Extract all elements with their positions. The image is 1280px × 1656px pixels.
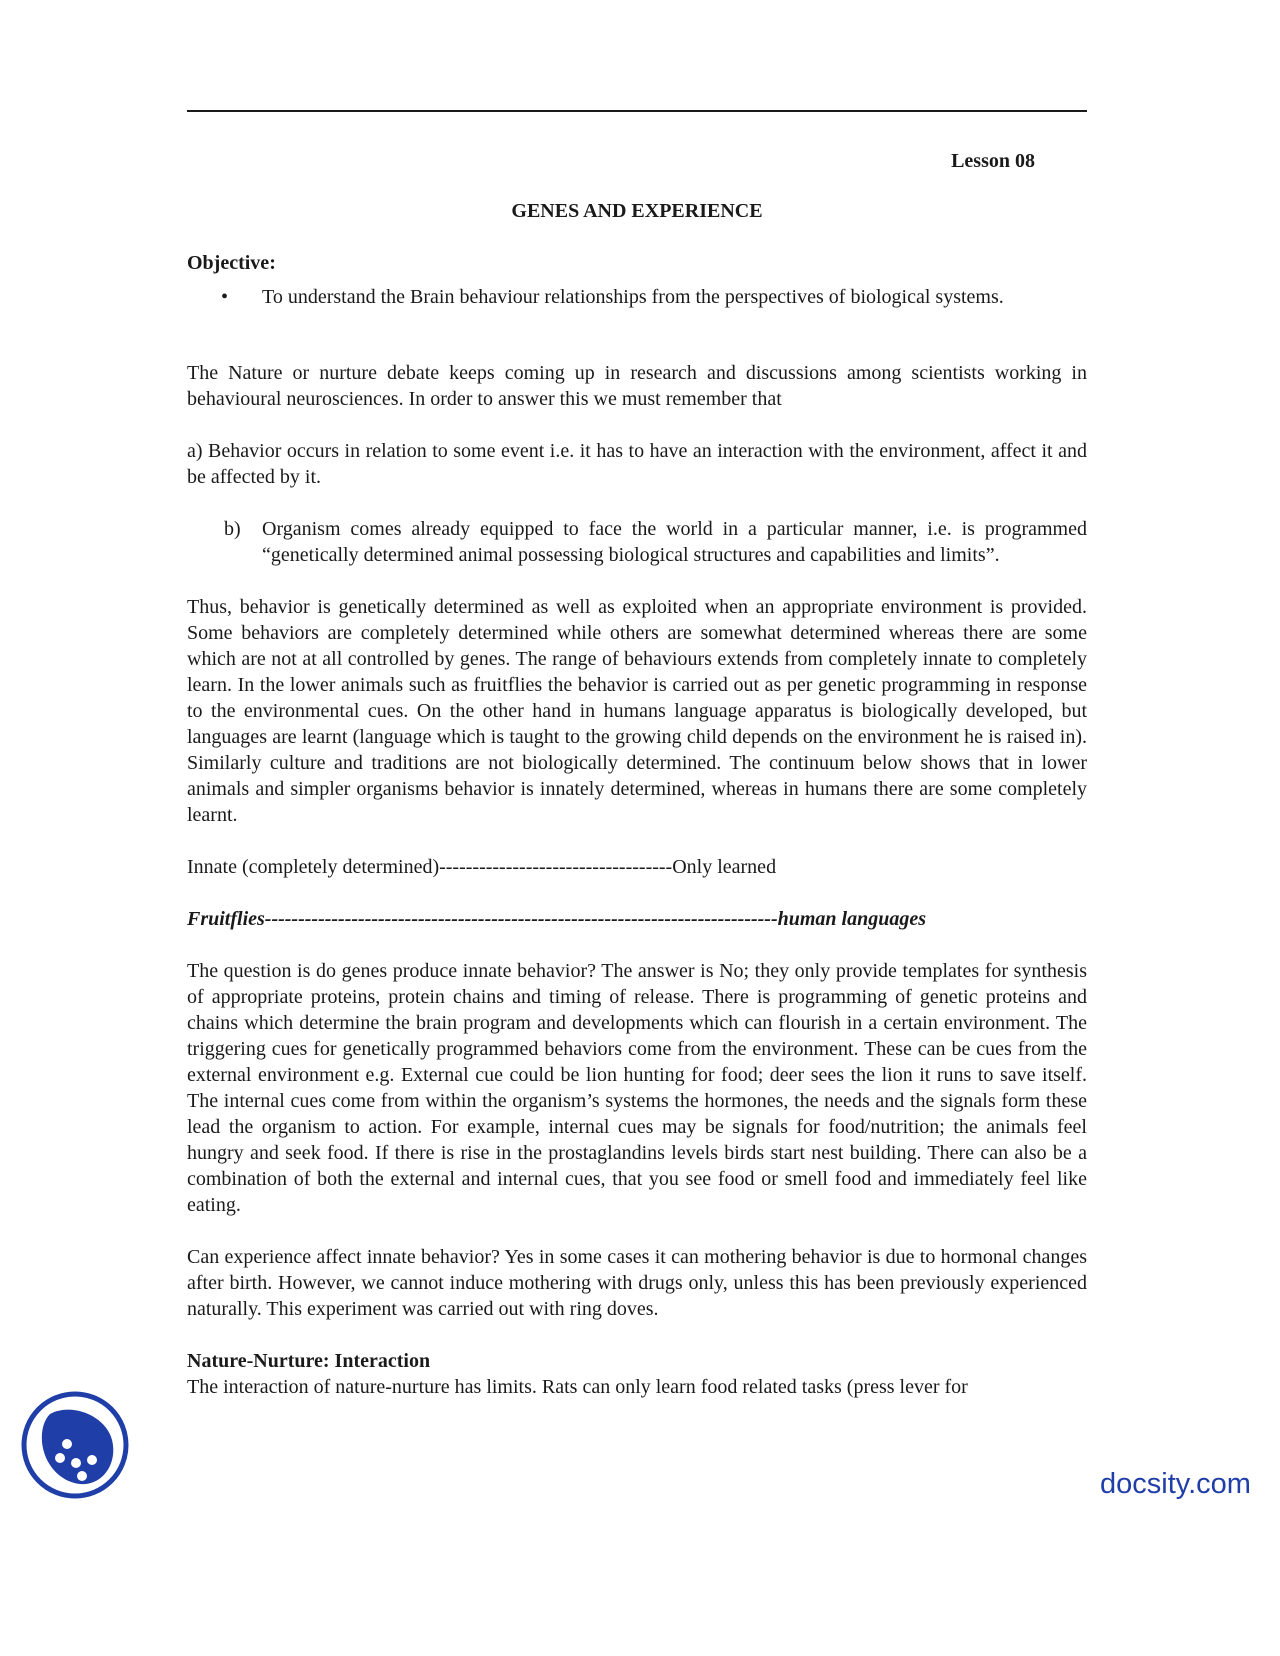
point-b-label: b) bbox=[224, 518, 241, 540]
bullet-icon: • bbox=[220, 286, 228, 308]
continuum-line: Innate (completely determined)-----------------------------------Only learned bbox=[187, 856, 777, 878]
lesson-number: Lesson 08 bbox=[951, 150, 1035, 172]
nature-nurture-text: The interaction of nature-nurture has limits. Rats can only learn food related tasks (press lever for bbox=[187, 1376, 968, 1398]
page-title: GENES AND EXPERIENCE bbox=[511, 200, 763, 222]
header-rule bbox=[187, 110, 1087, 112]
document-body bbox=[187, 250, 1087, 1400]
intro-paragraph: The Nature or nurture debate keeps coming up in research and discussions among scientists working in behavioural neurosciences. In order to answer this we must remember that bbox=[187, 362, 1087, 410]
fruitflies-line: Fruitflies-----------------------------------------------------------------------------human languages bbox=[187, 908, 927, 930]
objective-heading: Objective: bbox=[187, 252, 276, 274]
point-a-paragraph: a) Behavior occurs in relation to some event i.e. it has to have an interaction with the environment, affect it and be affected by it. bbox=[187, 440, 1087, 488]
docsity-brand-text[interactable]: docsity.com bbox=[1100, 1468, 1251, 1500]
objective-item bbox=[187, 284, 1087, 310]
point-b-item bbox=[224, 516, 1087, 568]
experience-paragraph: Can experience affect innate behavior? Yes in some cases it can mothering behavior is due to hormonal changes after birth. However, we cannot induce mothering with drugs only, unless this has been previously experienced naturally. This experiment was carried out with ring doves. bbox=[187, 1246, 1087, 1320]
docsity-logo-icon bbox=[20, 1390, 130, 1500]
question-paragraph: The question is do genes produce innate behavior? The answer is No; they only provide templates for synthesis of appropriate proteins, protein chains and timing of release. There is programming of genetic proteins and chains which determine the brain program and developments which can flourish in a certain environment. The triggering cues for genetically programmed behaviors come from the environment. These can be cues from the external environment e.g. External cue could be lion hunting for food; deer sees the lion it runs to save itself. The internal cues come from within the organism’s systems the hormones, the needs and the signals form these lead the organism to action. For example, internal cues may be signals for food/nutrition; the animals feel hungry and seek food. If there is rise in the prostaglandins levels birds start nest building. There can also be a combination of both the external and internal cues, that you see food or smell food and immediately feel like eating. bbox=[187, 960, 1087, 1216]
thus-paragraph: Thus, behavior is genetically determined as well as exploited when an appropriate environment is provided. Some behaviors are completely determined while others are somewhat determined whereas there are some which are not at all controlled by genes. The range of behaviours extends from completely innate to completely learn. In the lower animals such as fruitflies the behavior is carried out as per genetic programming in response to the environmental cues. On the other hand in humans language apparatus is biologically developed, but languages are learnt (language which is taught to the growing child depends on the environment he is raised in). Similarly culture and traditions are not biologically determined. The continuum below shows that in lower animals and simpler organisms behavior is innately determined, whereas in humans there are some completely learnt. bbox=[187, 596, 1087, 826]
point-b-text: Organism comes already equipped to face the world in a particular manner, i.e. is programmed “genetically determined animal possessing biological structures and capabilities and limits”. bbox=[262, 518, 1087, 566]
nature-nurture-heading: Nature-Nurture: Interaction bbox=[187, 1350, 431, 1372]
objective-item-text: To understand the Brain behaviour relationships from the perspectives of biological systems. bbox=[262, 286, 1004, 308]
